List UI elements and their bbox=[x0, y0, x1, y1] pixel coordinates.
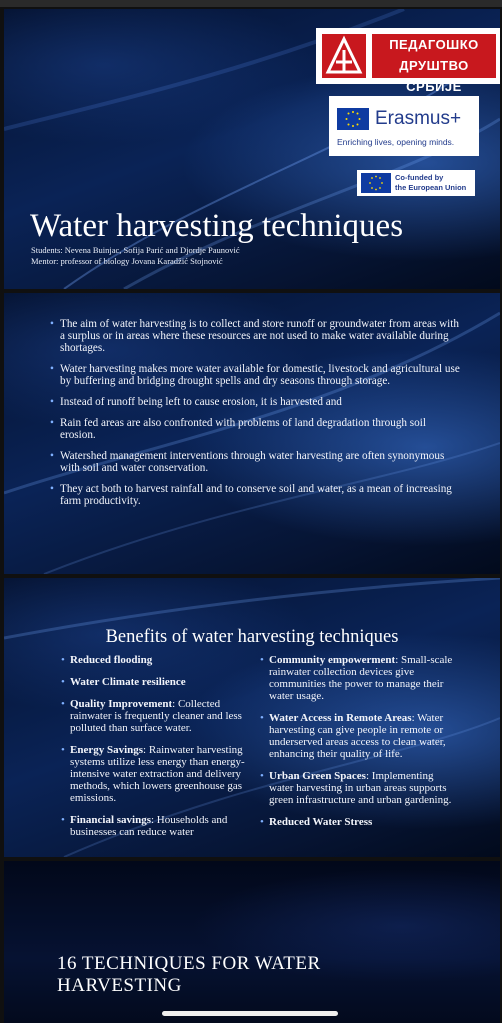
bullet-icon: • bbox=[50, 318, 54, 330]
bullet-icon: • bbox=[50, 417, 54, 429]
list-item bbox=[50, 417, 462, 441]
benefit-text: : Small-scale rainwater collection devices give communities the power to manage their water usage. bbox=[269, 654, 453, 702]
slide-aims[interactable] bbox=[4, 293, 500, 574]
bullet-icon: • bbox=[260, 816, 264, 828]
bullet-icon: • bbox=[50, 450, 54, 462]
bullet-icon: • bbox=[50, 483, 54, 495]
society-name-line2: ДРУШТВО СРБИЈЕ bbox=[399, 58, 469, 94]
list-item bbox=[61, 814, 246, 838]
list-item bbox=[50, 318, 462, 354]
benefit-heading: Water Access in Remote Areas bbox=[269, 712, 412, 724]
erasmus-tagline: Enriching lives, opening minds. bbox=[337, 137, 455, 147]
presentation-title: Water harvesting techniques bbox=[30, 208, 404, 244]
society-emblem-icon bbox=[322, 34, 366, 78]
list-item bbox=[260, 770, 458, 806]
slide-techniques[interactable] bbox=[4, 861, 500, 1023]
cofunded-text bbox=[395, 173, 466, 193]
bullet-icon: • bbox=[61, 654, 65, 666]
mentor-credit: Mentor: professor of biology Jovana Karadžić Stojnović bbox=[31, 256, 223, 266]
benefits-left-column bbox=[61, 654, 246, 848]
benefit-heading: Quality Improvement bbox=[70, 698, 173, 710]
list-item bbox=[61, 676, 246, 688]
list-item bbox=[61, 698, 246, 734]
list-item bbox=[61, 744, 246, 804]
bullet-icon: • bbox=[50, 396, 54, 408]
list-item bbox=[50, 396, 462, 408]
benefit-text: : Households and businesses can reduce water bbox=[70, 814, 228, 838]
status-bar bbox=[0, 0, 502, 7]
society-name-line1: ПЕДАГОШКО bbox=[389, 37, 479, 52]
erasmus-logo bbox=[329, 96, 479, 156]
benefit-text: : Water harvesting can give people in remote or underserved areas access to clean water, enhancing their quality of life. bbox=[269, 712, 446, 760]
bullet-icon: • bbox=[50, 363, 54, 375]
benefits-title: Benefits of water harvesting techniques bbox=[105, 627, 399, 647]
bullet-text: The aim of water harvesting is to collect and store runoff or groundwater from areas with a surplus or in areas where these resources are not used to make water available during shortages. bbox=[60, 318, 459, 354]
cofunded-line1: Co-funded by bbox=[395, 173, 444, 182]
eu-flag-icon bbox=[337, 108, 369, 130]
pedagogical-society-logo bbox=[316, 28, 500, 94]
list-item bbox=[50, 363, 462, 387]
bullet-text: They act both to harvest rainfall and to conserve soil and water, as a mean of increasing farm productivity. bbox=[60, 483, 452, 507]
aims-bullet-list bbox=[50, 318, 462, 516]
benefit-text: : Rainwater harvesting systems utilize less energy than energy-intensive water extraction and delivery methods, which lowers greenhouse gas emissions. bbox=[70, 744, 245, 804]
bullet-icon: • bbox=[61, 744, 65, 756]
benefit-heading: Reduced Water Stress bbox=[269, 816, 373, 828]
cofunded-eu-logo bbox=[357, 170, 475, 196]
bullet-icon: • bbox=[61, 698, 65, 710]
slide-title[interactable] bbox=[4, 9, 500, 289]
home-indicator[interactable] bbox=[162, 1011, 338, 1016]
bullet-icon: • bbox=[260, 712, 264, 724]
list-item bbox=[61, 654, 246, 666]
bullet-text: Rain fed areas are also confronted with problems of land degradation through soil erosion. bbox=[60, 417, 426, 441]
bullet-icon: • bbox=[260, 654, 264, 666]
eu-flag-small-icon bbox=[361, 173, 391, 193]
erasmus-wordmark: Erasmus+ bbox=[375, 108, 462, 129]
benefits-right-column bbox=[260, 654, 458, 838]
benefit-text: : Collected rainwater is frequently cleaner and less polluted than surface water. bbox=[70, 698, 242, 734]
list-item bbox=[260, 816, 458, 828]
students-credit: Students: Nevena Buinjac, Sofija Parić and Djordje Paunović bbox=[31, 245, 240, 255]
benefit-heading: Urban Green Spaces bbox=[269, 770, 366, 782]
list-item bbox=[260, 712, 458, 760]
benefit-heading: Reduced flooding bbox=[70, 654, 153, 666]
slide-benefits[interactable] bbox=[4, 578, 500, 857]
bullet-icon: • bbox=[260, 770, 264, 782]
society-name bbox=[372, 34, 496, 94]
bullet-text: Watershed management interventions through water harvesting are often synonymous with soil and water conservation. bbox=[60, 450, 445, 474]
bullet-icon: • bbox=[61, 814, 65, 826]
bullet-icon: • bbox=[61, 676, 65, 688]
bullet-text: Instead of runoff being left to cause erosion, it is harvested and bbox=[60, 396, 342, 408]
bullet-text: Water harvesting makes more water available for domestic, livestock and agricultural use by buffering and bridging drought spells and dry seasons through storage. bbox=[60, 363, 460, 387]
cofunded-line2: the European Union bbox=[395, 183, 467, 192]
list-item bbox=[50, 450, 462, 474]
techniques-title: 16 TECHNIQUES FOR WATER HARVESTING bbox=[57, 953, 321, 996]
list-item bbox=[50, 483, 462, 507]
benefit-heading: Community empowerment bbox=[269, 654, 396, 666]
list-item bbox=[260, 654, 458, 702]
benefit-heading: Energy Savings bbox=[70, 744, 144, 756]
benefit-heading: Water Climate resilience bbox=[70, 676, 186, 688]
benefit-heading: Financial savings bbox=[70, 814, 151, 826]
benefit-text: : Implementing water harvesting in urban areas supports green infrastructure and urban gardening. bbox=[269, 770, 452, 806]
